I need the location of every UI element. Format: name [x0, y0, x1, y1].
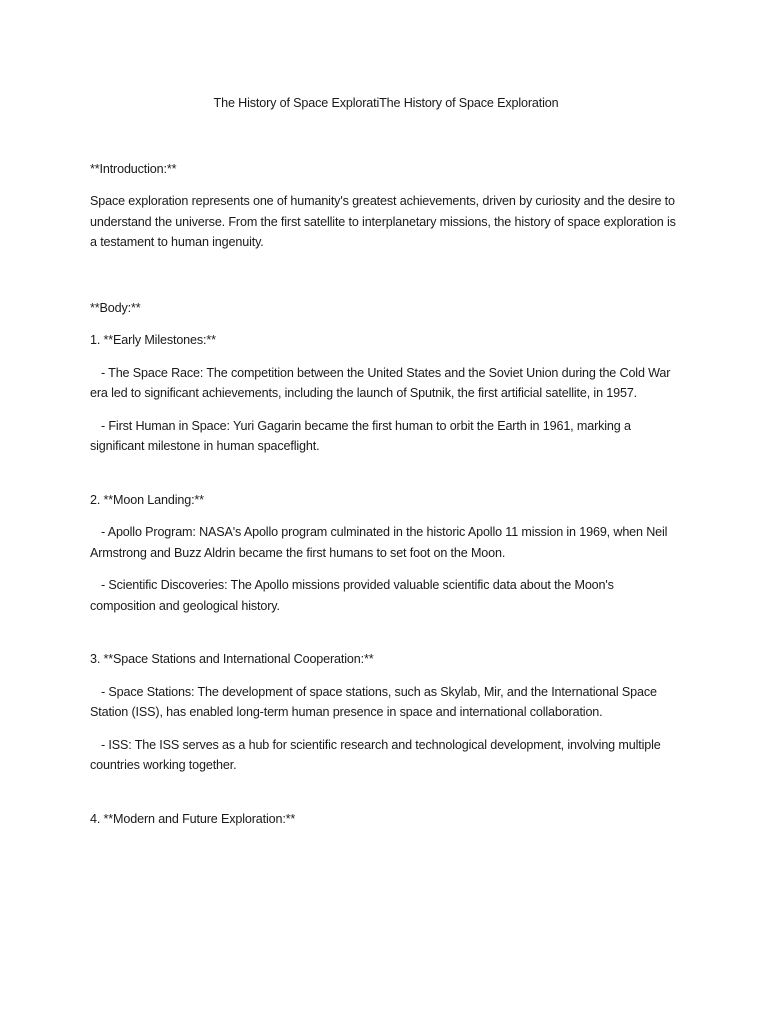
introduction-paragraph: Space exploration represents one of humanity's greatest achievements, driven by curiosity and the desire to understand the universe. From the first satellite to interplanetary missions, the history of space exploration is a testament to human ingenuity. — [90, 194, 676, 249]
introduction-heading: **Introduction:** — [90, 161, 177, 176]
section-heading-modern-exploration: 4. **Modern and Future Exploration:** — [90, 811, 296, 826]
bullet-scientific-discoveries: - Scientific Discoveries: The Apollo missions provided valuable scientific data about the Moon's composition and geological history. — [90, 578, 614, 613]
bullet-space-stations: - Space Stations: The development of space stations, such as Skylab, Mir, and the International Space Station (ISS), has enabled long-term human presence in space and international collaboration. — [90, 684, 657, 719]
document-content — [90, 93, 682, 841]
bullet-iss: - ISS: The ISS serves as a hub for scientific research and technological development, involving multiple countries working together. — [90, 737, 661, 772]
document-title: The History of Space ExploratiThe History of Space Exploration — [213, 96, 559, 110]
section-heading-early-milestones: 1. **Early Milestones:** — [90, 333, 216, 347]
section-heading-moon-landing: 2. **Moon Landing:** — [90, 492, 204, 507]
body-heading: **Body:** — [90, 300, 141, 315]
bullet-first-human: - First Human in Space: Yuri Gagarin became the first human to orbit the Earth in 1961, marking a significant milestone in human spaceflight. — [90, 418, 631, 453]
bullet-space-race: - The Space Race: The competition between the United States and the Soviet Union during the Cold War era led to significant achievements, including the launch of Sputnik, the first artificial satellite, in 1957. — [90, 365, 671, 400]
section-heading-space-stations: 3. **Space Stations and International Cooperation:** — [90, 652, 374, 666]
bullet-apollo-program: - Apollo Program: NASA's Apollo program culminated in the historic Apollo 11 mission in 1969, when Neil Armstrong and Buzz Aldrin became the first humans to set foot on the Moon. — [90, 525, 668, 560]
